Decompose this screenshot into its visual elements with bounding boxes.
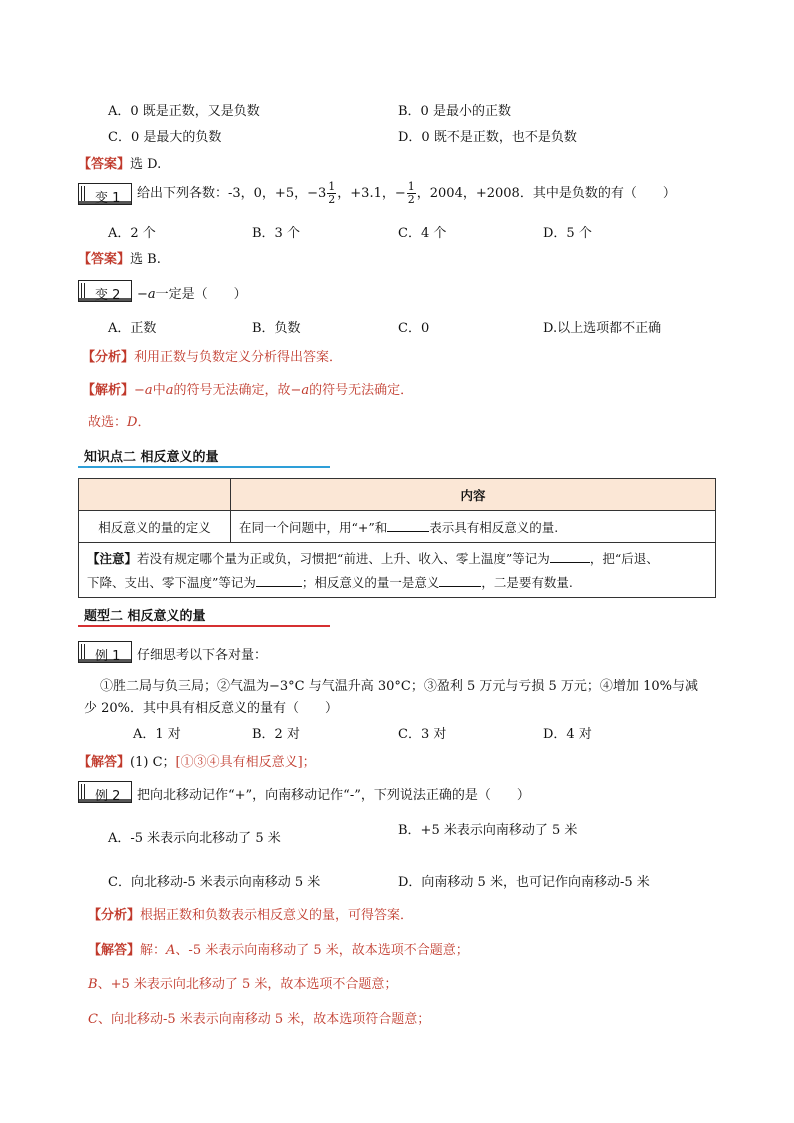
note-label: 【注意】 (87, 551, 138, 566)
v1-option-d: D．5 个 (543, 226, 592, 241)
v2-sol-p4: 的符号无法确定． (309, 383, 414, 398)
note-d: ；相反意义的量一是意义 (301, 575, 440, 590)
example-1-tag (78, 641, 132, 663)
example-1-tag-label: 例 1 (95, 649, 121, 664)
v1-answer-line (78, 248, 161, 267)
definition-table (78, 478, 716, 598)
ex1-option-d: D．4 对 (543, 727, 592, 742)
ex1-line2: 少 20%．其中具有相反意义的量有（ ） (84, 701, 339, 716)
table-note (79, 543, 716, 598)
note-c: 下降、支出、零下温度”等记为 (87, 575, 256, 590)
table-row-label: 相反意义的量的定义 (79, 511, 231, 543)
answer-line (78, 153, 161, 172)
ex2-sol-1a: 解： (140, 943, 167, 958)
v2-solution (82, 379, 413, 398)
ex1-answer (78, 751, 316, 770)
v1-answer-label: 【答案】 (78, 252, 131, 267)
ex2-stem: 把向北移动记作“+”，向南移动记作“-”，下列说法正确的是（ ） (137, 788, 530, 803)
v1-prefix: 给出下列各数：-3，0，+5， (137, 186, 308, 201)
example-2-tag-label: 例 2 (95, 789, 121, 804)
v2-expr: −a (137, 287, 156, 302)
ex1-option-a: A．1 对 (133, 727, 181, 742)
variant-2-tag (78, 280, 132, 302)
fraction-1-den: 2 (328, 193, 336, 206)
v2-sol-p1: − (134, 383, 145, 398)
v2-sol-a3: a (301, 383, 310, 398)
table-header-content: 内容 (231, 479, 716, 511)
section-2-title: 知识点二 相反意义的量 (84, 450, 219, 465)
variant-1-stem (137, 180, 676, 208)
ex2-analysis (88, 904, 413, 923)
v2-stem-text: 一定是（ ） (155, 287, 247, 302)
note-e: ，二是要有数量. (481, 575, 573, 590)
v2-choose (88, 411, 150, 430)
variant-2-stem (137, 283, 247, 302)
example-2-tag (78, 781, 132, 803)
option-b: B．0 是最小的正数 (398, 104, 511, 119)
row-text-b: 表示具有相反意义的量. (429, 519, 559, 535)
v2-choose-letter: D (127, 415, 138, 430)
v2-sol-p3: 的符号无法确定，故− (173, 383, 302, 398)
table-note-row (79, 543, 716, 598)
v2-choose-prefix: 故选： (88, 415, 128, 430)
v2-analysis-label: 【分析】 (82, 350, 135, 365)
ex2-solution-3 (88, 1008, 430, 1027)
v1-option-a: A．2 个 (108, 226, 156, 241)
v1-mid: ，+3.1， (337, 186, 395, 201)
row-text-a: 在同一个问题中，用“+”和 (239, 519, 388, 535)
fraction-2-num: 1 (407, 180, 415, 193)
variant-2-tag-label: 变 2 (95, 288, 121, 303)
ex2-sol-2b: 、+5 米表示向北移动了 5 米，故本选项不合题意； (97, 977, 398, 992)
v1-mixed-whole: −3 (307, 186, 327, 201)
type-2-underline (78, 625, 330, 627)
ex2-option-a: A．-5 米表示向北移动了 5 米 (108, 831, 281, 846)
fill-blank (387, 519, 429, 532)
ex1-answer-label: 【解答】 (78, 755, 131, 770)
ex1-stem: 仔细思考以下各对量： (137, 648, 268, 663)
table-header-row (79, 479, 716, 511)
ex2-sol-3a: C (88, 1012, 98, 1027)
section-2-underline (78, 466, 330, 468)
v2-analysis (82, 346, 342, 365)
ex2-option-d: D．向南移动 5 米，也可记作向南移动-5 米 (398, 875, 650, 890)
fill-blank (439, 574, 481, 587)
ex2-sol-2a: B (88, 977, 98, 992)
variant-1-tag-label: 变 1 (95, 191, 121, 206)
v2-analysis-text: 利用正数与负数定义分析得出答案． (134, 350, 343, 365)
ex2-analysis-text: 根据正数和负数表示相反意义的量，可得答案． (140, 908, 414, 923)
fill-blank (550, 550, 590, 563)
v1-suffix: ，2004，+2008．其中是负数的有（ ） (416, 186, 676, 201)
ex2-sol-3b: 、向北移动-5 米表示向南移动 5 米，故本选项符合题意； (97, 1012, 431, 1027)
v1-neg-sign: − (394, 186, 406, 201)
fraction-2 (407, 181, 416, 206)
fill-blank (256, 574, 302, 587)
ex2-solution-label: 【解答】 (88, 943, 141, 958)
v2-option-c: C．0 (398, 321, 430, 336)
v2-option-d: D.以上选项都不正确 (543, 321, 662, 336)
v2-sol-a1: a (144, 383, 153, 398)
ex1-line1: ①胜二局与负三局；②气温为−3°C 与气温升高 30°C；③盈利 5 万元与亏损 5 万元；④增加 10%与减 (100, 679, 698, 694)
option-a: A．0 既是正数，又是负数 (108, 104, 260, 119)
option-d: D．0 既不是正数，也不是负数 (398, 130, 577, 145)
option-c: C．0 是最大的负数 (108, 130, 222, 145)
ex1-answer-text: (1) C； (130, 755, 176, 770)
table-row-content (231, 511, 716, 543)
type-2-title: 题型二 相反意义的量 (84, 609, 206, 624)
v2-choose-end: ． (137, 415, 151, 430)
table-row (79, 511, 716, 543)
ex2-analysis-label: 【分析】 (88, 908, 141, 923)
v1-option-c: C．4 个 (398, 226, 447, 241)
v2-sol-a2: a (165, 383, 174, 398)
ex2-solution-2 (88, 973, 397, 992)
table-header-empty (79, 479, 231, 511)
ex1-option-b: B．2 对 (252, 727, 300, 742)
ex2-option-c: C．向北移动-5 米表示向南移动 5 米 (108, 875, 321, 890)
ex1-answer-note: [①③④具有相反意义]； (175, 755, 316, 770)
fraction-1 (327, 181, 336, 206)
v2-solution-label: 【解析】 (82, 383, 135, 398)
answer-label: 【答案】 (78, 157, 131, 172)
note-a: 若没有规定哪个量为正或负，习惯把“前进、上升、收入、零上温度”等记为 (137, 551, 550, 566)
v2-option-a: A．正数 (108, 321, 157, 336)
fraction-2-den: 2 (407, 193, 415, 206)
v2-option-b: B．负数 (252, 321, 301, 336)
v1-option-b: B．3 个 (252, 226, 300, 241)
v1-answer-text: 选 B. (130, 252, 161, 267)
ex2-option-b: B．+5 米表示向南移动了 5 米 (398, 823, 578, 838)
ex2-solution-1 (88, 939, 469, 958)
fraction-1-num: 1 (328, 180, 336, 193)
ex2-sol-1b: A (166, 943, 176, 958)
v2-sol-p2: 中 (152, 383, 166, 398)
ex1-option-c: C．3 对 (398, 727, 447, 742)
variant-1-tag (78, 183, 132, 205)
note-b: ，把“后退、 (589, 551, 659, 566)
ex2-sol-1c: 、-5 米表示向南移动了 5 米，故本选项不合题意； (175, 943, 469, 958)
answer-text: 选 D. (130, 157, 162, 172)
